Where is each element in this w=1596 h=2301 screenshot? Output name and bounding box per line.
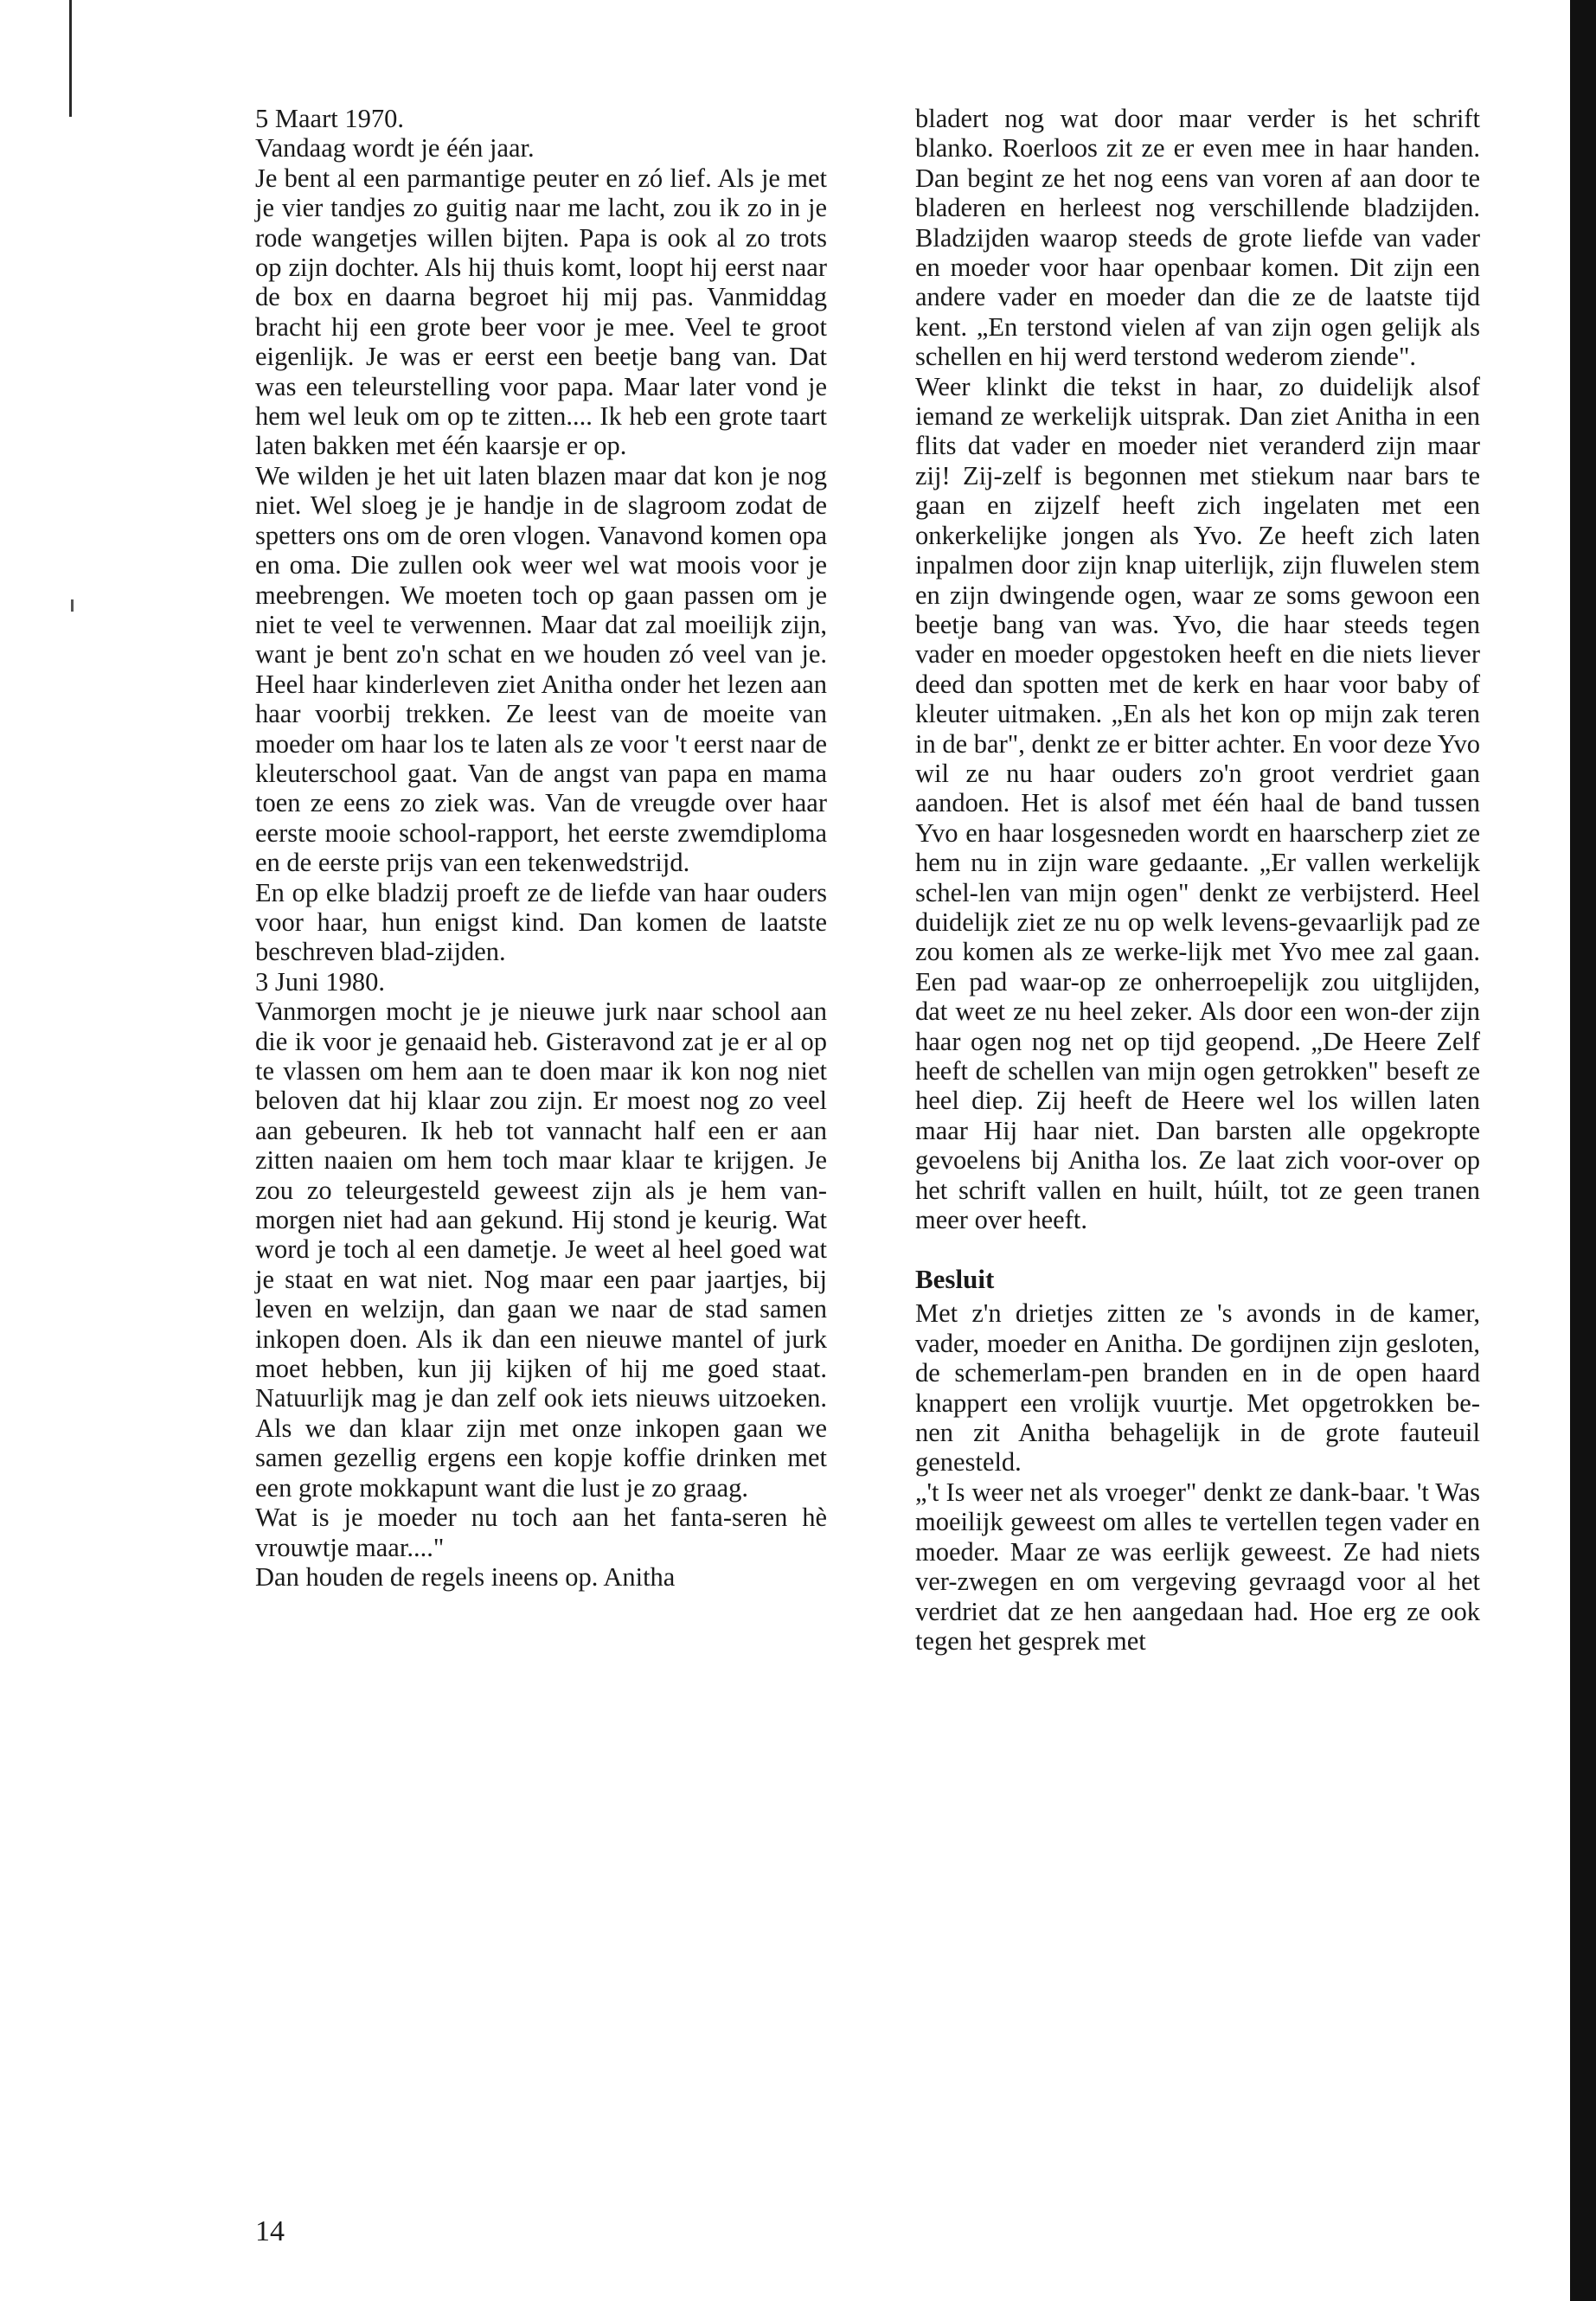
page-edge-mark xyxy=(71,599,74,612)
section-heading-besluit: Besluit xyxy=(915,1264,995,1295)
paragraph: En op elke bladzij proeft ze de liefde van haar ouders voor haar, hun enigst kind. Dan komen de laatste beschreven blad-zijden. xyxy=(255,877,827,967)
paragraph: bladert nog wat door maar verder is het schrift blanko. Roerloos zit ze er even mee in haar handen. Dan begint ze het nog eens van voren af aan door te bladeren en herleest nog verschillende bladzijden. Bladzijden waarop steeds de grote liefde van vader en moeder voor haar openbaar komen. Dit zijn een andere vader en moeder dan die ze de laatste tijd kent. „En terstond vielen af van zijn ogen gelijk als schellen en hij werd terstond wederom ziende". xyxy=(915,104,1480,372)
paragraph: Met z'n drietjes zitten ze 's avonds in de kamer, vader, moeder en Anitha. De gordijnen zijn gesloten, de schemerlam-pen branden en in de open haard knappert een vrolijk vuurtje. Met opgetrokken be-nen zit Anitha behagelijk in de grote fauteuil genesteld. xyxy=(915,1298,1480,1477)
paragraph: We wilden je het uit laten blazen maar dat kon je nog niet. Wel sloeg je je handje in de slagroom zodat de spetters ons om de oren vlogen. Vanavond komen opa en oma. Die zullen ook weer wel wat moois voor je meebrengen. We moeten toch op gaan passen om je niet te veel te verwennen. Maar dat zal moeilijk zijn, want je bent zo'n schat en we houden zó veel van je. Heel haar kinderleven ziet Anitha onder het lezen aan haar voorbij trekken. Ze leest van de moeite van moeder om haar los te laten als ze voor 't eerst naar de kleuterschool gaat. Van de angst van papa en mama toen ze eens zo ziek was. Van de vreugde over haar eerste mooie school-rapport, het eerste zwemdiploma en de eerste prijs van een tekenwedstrijd. xyxy=(255,460,827,878)
paragraph: Dan houden de regels ineens op. Anitha xyxy=(255,1561,676,1592)
diary-entry-1970: 5 Maart 1970. Vandaag wordt je één jaar. Je bent al een parmantige peuter en zó lief. Als je met je vier tandjes zo guitig naar me lacht, zou ik zo in je rode wangetjes willen bijten. Papa is ook al zo trots op zijn dochter. Als hij thuis komt, loopt hij eerst naar de box en daarna begroet hij mij pas. Vanmiddag bracht hij een grote beer voor je mee. Veel te groot eigenlijk. Je was er eerst een beetje bang van. Dat was een teleurstelling voor papa. Maar later vond je hem wel leuk om op te zitten.... Ik heb een grote taart laten bakken met één kaarsje er op. xyxy=(255,104,827,461)
diary-entry-date-1980: 3 Juni 1980. xyxy=(255,966,385,997)
page-edge-line xyxy=(69,0,72,117)
paragraph: Wat is je moeder nu toch aan het fanta-seren hè vrouwtje maar...." xyxy=(255,1503,827,1562)
diary-entry-1980: Vanmorgen mocht je je nieuwe jurk naar school aan die ik voor je genaaid heb. Gisteravond zat je er al op te vlassen om hem aan te doen maar ik kon nog niet beloven dat hij klaar zou zijn. Er moest nog zo veel aan gebeuren. Ik heb tot vannacht half een er aan zitten naaien om hem toch maar klaar te krijgen. Je zou zo teleurgesteld geweest zijn als je hem van-morgen niet had aan gekund. Hij stond je keurig. Wat word je toch al een dametje. Je weet al heel goed wat je staat en wat niet. Nog maar een paar jaartjes, bij leven en welzijn, dan gaan we naar de stad samen inkopen doen. Als ik dan een nieuwe mantel of jurk moet hebben, kun jij kijken of hij me goed staat. Natuurlijk mag je dan zelf ook iets nieuws uitzoeken. Als we dan klaar zijn met onze inkopen gaan we samen gezellig ergens een kopje koffie drinken met een grote mokkapunt want die lust je zo graag. xyxy=(255,997,827,1503)
paragraph: „'t Is weer net als vroeger" denkt ze dank-baar. 't Was moeilijk geweest om alles te vertellen tegen vader en moeder. Maar ze was eerlijk geweest. Ze had niets ver-zwegen en om vergeving gevraagd voor al het verdriet dat ze hen aangedaan had. Hoe erg ze ook tegen het gesprek met xyxy=(915,1477,1480,1656)
right-column xyxy=(915,104,1480,1656)
binding-shadow xyxy=(1570,0,1596,2301)
left-column xyxy=(255,104,827,1592)
page-number: 14 xyxy=(255,2215,285,2247)
paragraph: Weer klinkt die tekst in haar, zo duidelijk alsof iemand ze werkelijk uitsprak. Dan ziet Anitha in een flits dat vader en moeder niet veranderd zijn maar zij! Zij-zelf is begonnen met stiekum naar bars te gaan en zijzelf heeft zich ingelaten met een onkerkelijke jongen als Yvo. Ze heeft zich laten inpalmen door zijn knap uiterlijk, zijn fluwelen stem en zijn dwingende ogen, waar ze soms gewoon een beetje bang van was. Yvo, die haar steeds tegen vader en moeder opgestoken heeft en die niets liever deed dan spotten met de kerk en haar voor baby of kleuter uitmaken. „En als het kon op mijn zak teren in de bar", denkt ze er bitter achter. En voor deze Yvo wil ze nu haar ouders zo'n groot verdriet gaan aandoen. Het is alsof met één haal de band tussen Yvo en haar losgesneden wordt en haarscherp ziet ze hem nu in zijn ware gedaante. „Er vallen werkelijk schel-len van mijn ogen" denkt ze verbijsterd. Heel duidelijk ziet ze nu op welk levens-gevaarlijk pad ze zou komen als ze werke-lijk met Yvo mee zal gaan. Een pad waar-op ze onherroepelijk zou uitglijden, dat weet ze nu heel zeker. Als door een won-der zijn haar ogen nog net op tijd geopend. „De Heere Zelf heeft de schellen van mijn ogen getrokken" beseft ze heel diep. Zij heeft de Heere wel los willen laten maar Hij haar niet. Dan barsten alle opgekropte gevoelens bij Anitha los. Ze laat zich voor-over op het schrift vallen en huilt, húilt, tot ze geen tranen meer over heeft. xyxy=(915,371,1480,1235)
